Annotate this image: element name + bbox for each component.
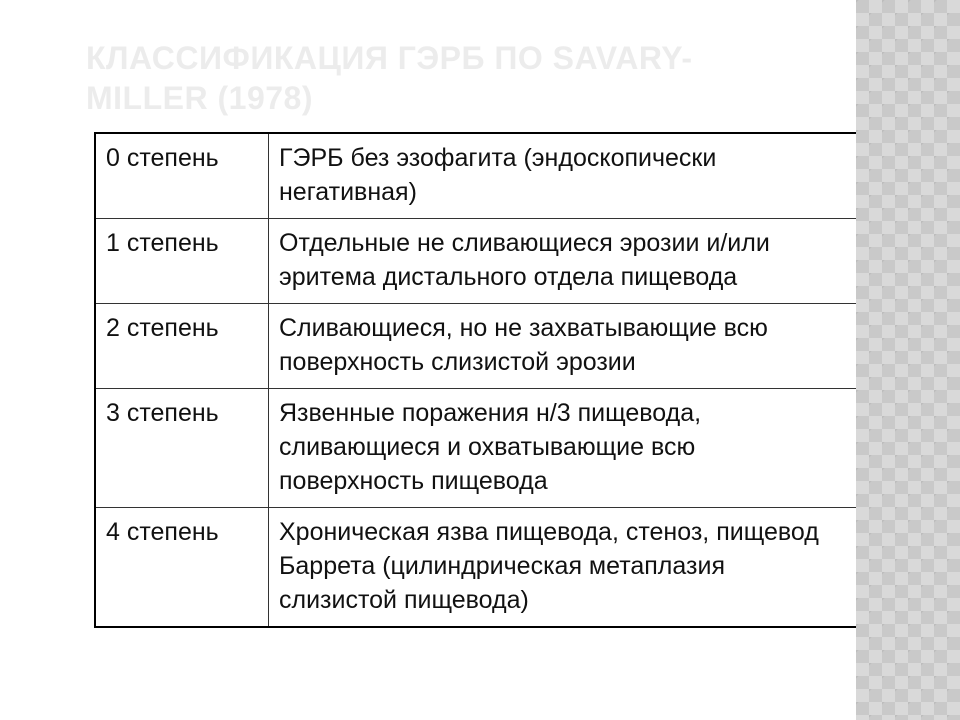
grade-cell: 2 степень xyxy=(95,304,269,389)
description-cell: Сливающиеся, но не захватывающие всю поверхность слизистой эрозии xyxy=(269,304,858,389)
table-row xyxy=(95,304,857,389)
description-cell: Отдельные не сливающиеся эрозии и/или эритема дистального отдела пищевода xyxy=(269,219,858,304)
table-row xyxy=(95,133,857,219)
slide-title: КЛАССИФИКАЦИЯ ГЭРБ ПО SAVARY-MILLER (1978) xyxy=(86,40,693,116)
table-row xyxy=(95,389,857,508)
table-row xyxy=(95,219,857,304)
description-cell: Язвенные поражения н/3 пищевода, сливающиеся и охватывающие всю поверхность пищевода xyxy=(269,389,858,508)
description-cell: ГЭРБ без эзофагита (эндоскопически негативная) xyxy=(269,133,858,219)
grade-cell: 0 степень xyxy=(95,133,269,219)
classification-table xyxy=(94,132,858,628)
grade-cell: 3 степень xyxy=(95,389,269,508)
description-cell: Хроническая язва пищевода, стеноз, пищевод Баррета (цилиндрическая метаплазия слизистой пищевода) xyxy=(269,508,858,628)
decorative-side-pattern xyxy=(856,0,960,720)
grade-cell: 1 степень xyxy=(95,219,269,304)
table-row xyxy=(95,508,857,628)
grade-cell: 4 степень xyxy=(95,508,269,628)
